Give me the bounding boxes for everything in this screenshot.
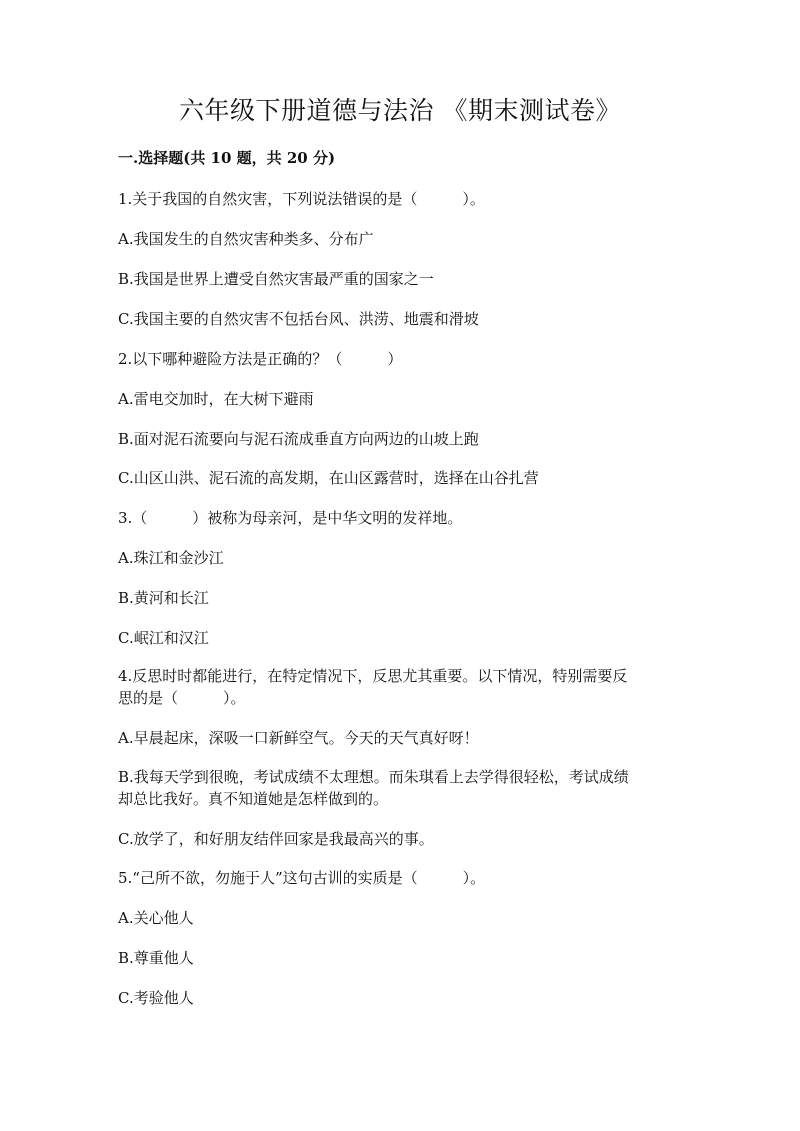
- question-4-option-c: C.放学了，和好朋友结伴回家是我最高兴的事。: [118, 830, 434, 848]
- question-5-option-b: B.尊重他人: [118, 949, 194, 967]
- question-4-stem-line-2: 思的是（ ）。: [118, 689, 246, 707]
- question-5-option-a: A.关心他人: [118, 909, 194, 927]
- question-1-stem: 1.关于我国的自然灾害，下列说法错误的是（ ）。: [118, 190, 485, 208]
- question-4-option-b-line-2: 却总比我好。真不知道她是怎样做到的。: [118, 790, 389, 808]
- question-4-option-a: A.早晨起床，深吸一口新鲜空气。今天的天气真好呀！: [118, 729, 479, 747]
- question-1-option-c: C.我国主要的自然灾害不包括台风、洪涝、地震和滑坡: [118, 310, 479, 328]
- question-5-option-c: C.考验他人: [118, 989, 194, 1007]
- question-2-option-a: A.雷电交加时，在大树下避雨: [118, 390, 314, 408]
- question-4-stem-line-1: 4.反思时时都能进行，在特定情况下，反思尤其重要。以下情况，特别需要反: [118, 667, 628, 685]
- question-3-option-c: C.岷江和汉江: [118, 629, 209, 647]
- question-2-option-c: C.山区山洪、泥石流的高发期，在山区露营时，选择在山谷扎营: [118, 469, 539, 487]
- question-2-stem: 2.以下哪种避险方法是正确的？（ ）: [118, 350, 403, 368]
- question-5-stem: 5.“己所不欲，勿施于人”这句古训的实质是（ ）。: [118, 869, 486, 887]
- question-3-option-a: A.珠江和金沙江: [118, 549, 224, 567]
- question-4-option-b-line-1: B.我每天学到很晚，考试成绩不太理想。而朱琪看上去学得很轻松，考试成绩: [118, 768, 629, 786]
- page-title: 六年级下册道德与法治 《期末测试卷》: [179, 96, 621, 125]
- section-heading: 一.选择题(共 10 题，共 20 分): [118, 149, 336, 167]
- question-3-option-b: B.黄河和长江: [118, 589, 209, 607]
- question-3-stem: 3.（ ）被称为母亲河，是中华文明的发祥地。: [118, 509, 463, 527]
- question-2-option-b: B.面对泥石流要向与泥石流成垂直方向两边的山坡上跑: [118, 430, 479, 448]
- question-1-option-b: B.我国是世界上遭受自然灾害最严重的国家之一: [118, 270, 434, 288]
- question-1-option-a: A.我国发生的自然灾害种类多、分布广: [118, 230, 374, 248]
